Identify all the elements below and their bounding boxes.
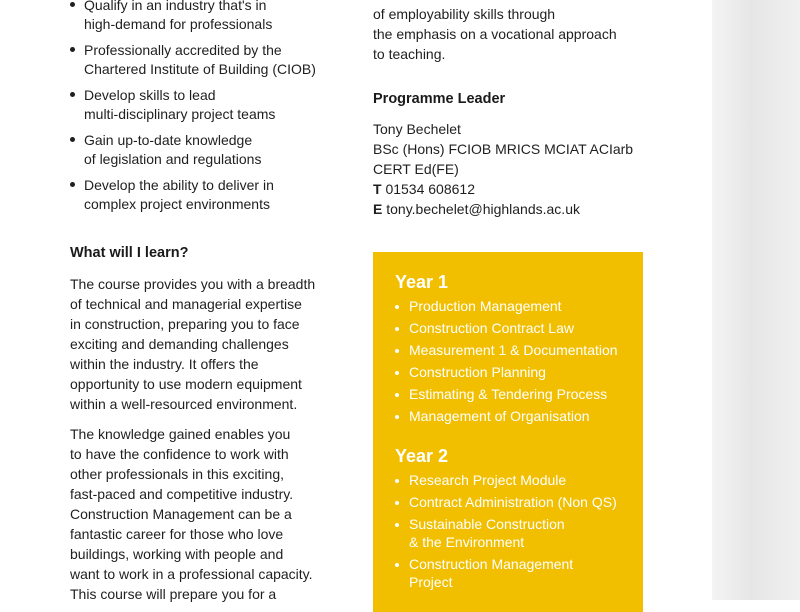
year-1-title: Year 1 [395, 272, 449, 292]
bullet-dot-icon [395, 415, 399, 419]
learn-paragraph-2: The knowledge gained enables you to have the confidence to work with other professionals in this exciting, fast-paced and competitive industry. Construction Management can be a fantastic career for those who love buildings, working with people and want to work in a professional capacity. This course will prepare you for a [70, 426, 313, 602]
bullet-dot-icon [395, 371, 399, 375]
leader-qualifications: BSc (Hons) FCIOB MRICS MCIAT ACIarb [373, 141, 634, 157]
leader-qualifications-2: CERT Ed(FE) [373, 161, 459, 177]
list-item: Professionally accredited by the Chartered Institute of Building (CIOB) [70, 41, 345, 78]
bullet-dot-icon [395, 479, 399, 483]
learn-paragraph-1: The course provides you with a breadth of technical and managerial expertise in construction, preparing you to face exciting and demanding challenges within the industry. It offers the opportunity to use modern equipment within a well-resourced environment. [70, 276, 316, 412]
bullet-dot-icon [395, 563, 399, 567]
list-item: Estimating & Tendering Process [395, 386, 607, 404]
list-item: Gain up-to-date knowledge of legislation and regulations [70, 131, 345, 168]
bullet-dot-icon [70, 92, 75, 97]
employability-text: of employability skills through the emphasis on a vocational approach to teaching. [373, 6, 617, 62]
year-2-title: Year 2 [395, 446, 449, 466]
list-item: Develop skills to lead multi-disciplinary project teams [70, 86, 345, 123]
list-item: Measurement 1 & Documentation [395, 342, 618, 360]
list-item: Construction Planning [395, 364, 546, 382]
list-item: Qualify in an industry that's in high-demand for professionals [70, 0, 345, 33]
bullet-dot-icon [395, 349, 399, 353]
intro-bullet-list [70, 0, 345, 221]
bullet-dot-icon [70, 47, 75, 52]
list-item: Production Management [395, 298, 562, 316]
bullet-dot-icon [395, 305, 399, 309]
list-item: Research Project Module [395, 472, 566, 490]
bullet-dot-icon [395, 523, 399, 527]
modules-panel [373, 252, 643, 612]
list-item: Management of Organisation [395, 408, 590, 426]
bullet-dot-icon [395, 501, 399, 505]
page-edge-shadow [712, 0, 800, 600]
bullet-dot-icon [70, 182, 75, 187]
programme-leader-details [373, 119, 633, 219]
bullet-dot-icon [395, 327, 399, 331]
list-item: Contract Administration (Non QS) [395, 494, 617, 512]
programme-leader-heading: Programme Leader [373, 91, 506, 107]
list-item: Construction Contract Law [395, 320, 574, 338]
bullet-dot-icon [70, 137, 75, 142]
list-item: Construction Management Project [395, 556, 573, 591]
list-item: Sustainable Construction & the Environment [395, 516, 565, 551]
bullet-dot-icon [70, 2, 75, 7]
leader-email[interactable]: E tony.bechelet@highlands.ac.uk [373, 201, 580, 217]
leader-telephone: T 01534 608612 [373, 181, 475, 197]
leader-name: Tony Bechelet [373, 121, 461, 137]
learn-heading: What will I learn? [70, 245, 189, 261]
list-item: Develop the ability to deliver in complex project environments [70, 176, 345, 213]
bullet-dot-icon [395, 393, 399, 397]
